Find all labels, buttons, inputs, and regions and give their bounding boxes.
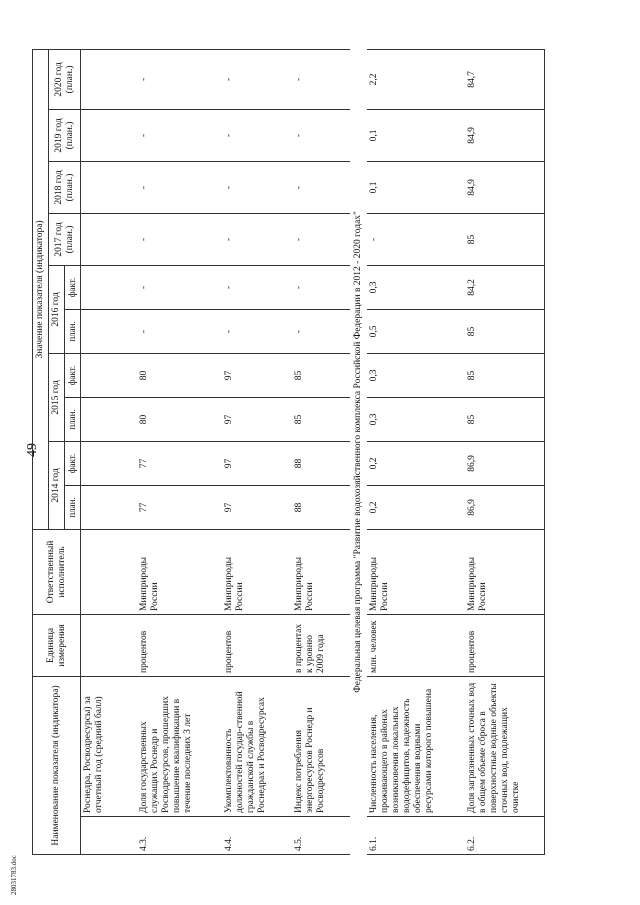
value-2020: - [292,49,350,109]
row-number: 6.2. [465,817,545,855]
value-2018: - [292,161,350,213]
value-2017: - [292,213,350,265]
indicator-name: Численность населения, проживающего в районах возникновения локальных вододефицитов, надежность обеспечения водными ресурсами которого повышена [367,676,465,816]
value-2015-plan: 97 [222,397,292,441]
footer-filename: 28031783.doc [10,855,18,895]
unit-cell: процентов [465,614,545,676]
value-2019: - [292,109,350,161]
row-number: 4.4. [222,817,292,855]
header-year-2019: 2019 год (план.) [49,109,81,161]
header-year-2016: 2016 год [49,265,65,353]
indicator-name: Индекс потребления энергоресурсов Роснедр и Росводресурсов [292,676,350,816]
value-2018: 84,9 [465,161,545,213]
intro-text: Роснедра, Росводресурсы) за отчетный год (средний балл) [81,676,137,816]
value-2018: - [222,161,292,213]
header-unit: Единица измерения [33,614,81,676]
indicator-name: Доля государственных служащих Роснедр и Росводресурсов, прошедших повышение квалификации в течение последних 3 лет [137,676,222,816]
header-plan-2014: план. [65,485,81,529]
table-row [222,49,292,854]
value-2020: - [137,49,222,109]
table-row [137,49,222,854]
table-row [292,49,350,854]
row-number: 6.1. [367,817,465,855]
value-2014-fact: 0,2 [367,441,465,485]
header-fact-2015: факт. [65,353,81,397]
value-2015-plan: 85 [292,397,350,441]
value-2015-plan: 80 [137,397,222,441]
header-year-2014: 2014 год [49,441,65,529]
value-2017: - [222,213,292,265]
indicator-name: Укомплектованность должностей государ-ственной гражданской службы в Роснедрах и Росводресурсах [222,676,292,816]
value-2016-plan: - [292,309,350,353]
section-title: Федеральная целевая программа "Развитие водохозяйственного комплекса Российской Федерации в 2012 - 2020 годах" [352,211,363,693]
value-2015-fact: 80 [137,353,222,397]
unit-cell: в процентах к уровню 2009 года [292,614,350,676]
section-row [350,49,367,854]
value-2016-plan: - [222,309,292,353]
value-2015-plan: 85 [465,397,545,441]
header-year-2017: 2017 год (план.) [49,213,81,265]
header-fact-2014: факт. [65,441,81,485]
value-2016-fact: - [292,265,350,309]
table-row [367,49,465,854]
value-2014-plan: 86,9 [465,485,545,529]
table-row [465,49,545,854]
value-2016-fact: - [222,265,292,309]
header-year-2020: 2020 год (план.) [49,49,81,109]
value-2020: - [222,49,292,109]
value-2015-fact: 85 [292,353,350,397]
value-2016-plan: 85 [465,309,545,353]
header-values-title: Значение показателя (индикатора) [33,49,49,529]
value-2015-fact: 97 [222,353,292,397]
header-executor: Ответственный исполнитель [33,529,81,614]
indicator-name: Доля загрязненных сточных вод в общем объеме сброса в поверхностные водные объекты сточных вод, подлежащих очистке [465,676,545,816]
value-2019: 0,1 [367,109,465,161]
table-body [81,49,545,854]
executor-cell: Минприроды России [367,529,465,614]
value-2014-fact: 77 [137,441,222,485]
row-number: 4.3. [137,817,222,855]
table-header [33,49,81,854]
header-fact-2016: факт. [65,265,81,309]
value-2018: - [137,161,222,213]
value-2014-plan: 88 [292,485,350,529]
executor-cell: Минприроды России [222,529,292,614]
intro-row [81,49,137,854]
executor-cell: Минприроды России [292,529,350,614]
value-2019: - [222,109,292,161]
executor-cell: Минприроды России [465,529,545,614]
value-2014-fact: 97 [222,441,292,485]
value-2014-fact: 86,9 [465,441,545,485]
value-2014-plan: 0,2 [367,485,465,529]
value-2016-fact: - [137,265,222,309]
value-2019: - [137,109,222,161]
unit-cell: процентов [137,614,222,676]
executor-cell: Минприроды России [137,529,222,614]
value-2016-fact: 84,2 [465,265,545,309]
value-2020: 84,7 [465,49,545,109]
unit-cell: млн. человек [367,614,465,676]
header-year-2015: 2015 год [49,353,65,441]
row-number: 4.5. [292,817,350,855]
header-name: Наименование показателя (индикатора) [33,676,81,854]
header-plan-2016: план. [65,309,81,353]
header-year-2018: 2018 год (план.) [49,161,81,213]
value-2018: 0,1 [367,161,465,213]
unit-cell: процентов [222,614,292,676]
value-2017: - [137,213,222,265]
value-2016-plan: 0,5 [367,309,465,353]
value-2015-fact: 0,3 [367,353,465,397]
value-2017: - [367,213,465,265]
value-2019: 84,9 [465,109,545,161]
value-2014-plan: 97 [222,485,292,529]
indicators-table [32,49,545,855]
page-number: 49 [25,443,40,457]
header-plan-2015: план. [65,397,81,441]
value-2014-plan: 77 [137,485,222,529]
value-2014-fact: 88 [292,441,350,485]
value-2015-fact: 85 [465,353,545,397]
value-2017: 85 [465,213,545,265]
value-2015-plan: 0,3 [367,397,465,441]
value-2020: 2,2 [367,49,465,109]
value-2016-fact: 0,3 [367,265,465,309]
value-2016-plan: - [137,309,222,353]
